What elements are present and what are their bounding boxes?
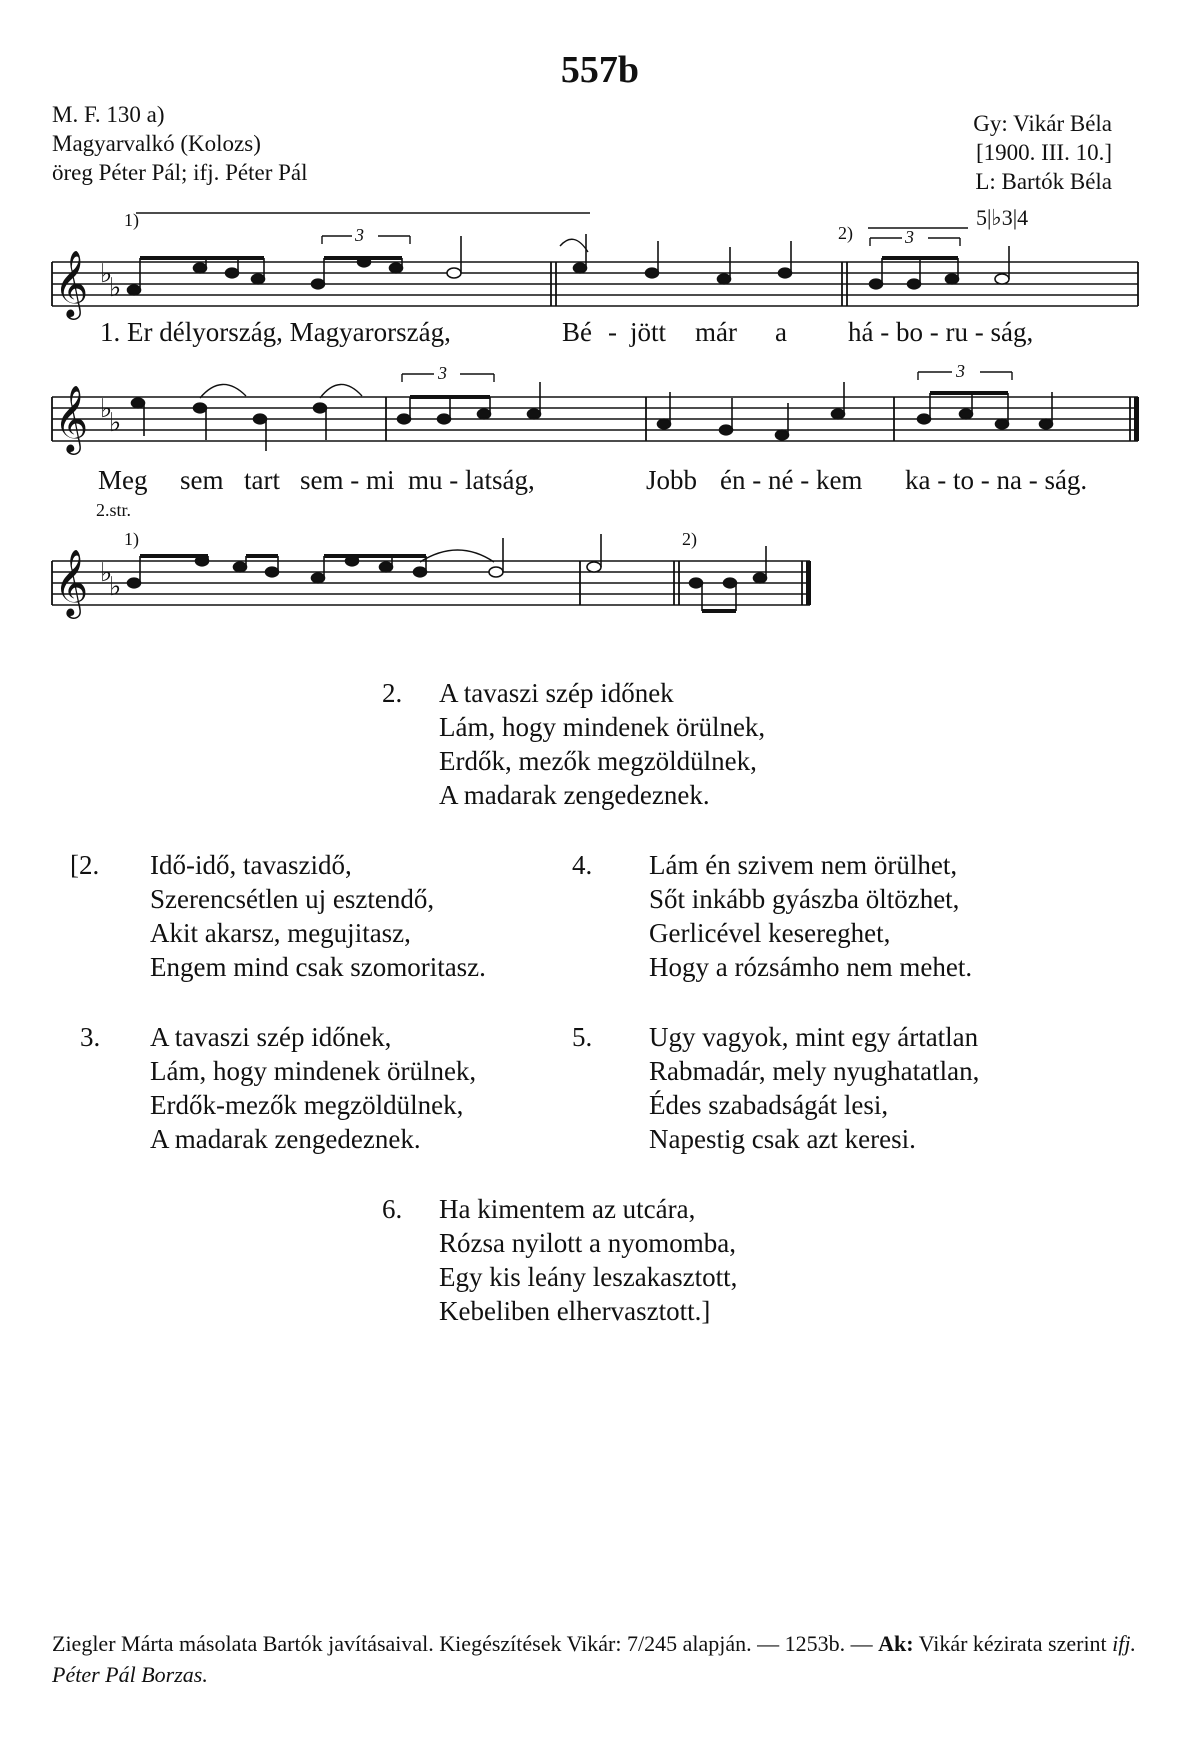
- svg-text:♭: ♭: [109, 572, 122, 602]
- verse-line: Lám, hogy mindenek örülnek,: [439, 712, 766, 742]
- lyrics-line-1: [0, 317, 1200, 353]
- stanza-number: [2.: [70, 850, 100, 880]
- lyric-syllable: jött: [630, 317, 667, 347]
- lyric-syllable: én - né - kem: [720, 465, 863, 495]
- lyric-syllable: há - bo - ru - ság,: [848, 317, 1034, 347]
- stanza-6: [382, 1192, 842, 1332]
- lyric-syllable: sem: [180, 465, 224, 495]
- svg-text:𝄞: 𝄞: [54, 384, 89, 452]
- verse-line: Lám, hogy mindenek örülnek,: [150, 1056, 477, 1086]
- verse-line: Lám én szivem nem örülhet,: [649, 850, 958, 880]
- triplet-mark: 3: [355, 225, 364, 245]
- verse-line: Rózsa nyilott a nyomomba,: [439, 1228, 736, 1258]
- footnote-italic: ifj. Péter Pál Borzas.: [52, 1631, 1137, 1687]
- stanza-3: [80, 1020, 540, 1160]
- lyric-syllable: Bé: [562, 317, 592, 347]
- stanza-number: 3.: [80, 1022, 101, 1052]
- ending-1-label: 1): [124, 529, 139, 549]
- verse-line: Akit akarsz, megujitasz,: [150, 918, 411, 948]
- svg-text:𝄞: 𝄞: [54, 548, 89, 616]
- collection-date: [1900. III. 10.]: [975, 140, 1112, 165]
- stanza-4: [572, 848, 1032, 988]
- triplet-mark: 3: [905, 227, 914, 247]
- svg-text:♭: ♭: [109, 408, 122, 438]
- footnote-ak-label: Ak:: [878, 1631, 914, 1656]
- stanza-2: [382, 676, 842, 816]
- verse-line: Erdők, mezők megzöldülnek,: [439, 746, 757, 776]
- verse-line: Idő-idő, tavaszidő,: [150, 850, 352, 880]
- stanza-number: 4.: [572, 850, 593, 880]
- footnote-text: Vikár kézirata szerint: [913, 1631, 1113, 1656]
- collector: Gy: Vikár Béla: [973, 111, 1112, 136]
- footnote-text: Ziegler Márta másolata Bartók javításaival. Kiegészítések Vikár: 7/245 alapján. — 1253b. —: [52, 1631, 879, 1656]
- svg-text:♭: ♭: [100, 558, 113, 588]
- lyric-syllable: Meg: [98, 465, 148, 495]
- verse-line: Hogy a rózsámho nem mehet.: [649, 952, 973, 982]
- lyric-syllable: ka - to - na - ság.: [905, 465, 1088, 495]
- stanza-number: 2.: [382, 678, 403, 708]
- verse-line: Édes szabadságát lesi,: [649, 1090, 889, 1120]
- verse-line: A madarak zengedeznek.: [439, 780, 710, 810]
- lyric-syllable: mu - latság,: [408, 465, 535, 495]
- second-strophe-label: 2.str.: [96, 500, 132, 520]
- svg-text:♭: ♭: [100, 394, 113, 424]
- verse-line: Ha kimentem az utcára,: [439, 1194, 696, 1224]
- lyric-syllable: a: [775, 317, 787, 347]
- verse-line: A tavaszi szép időnek,: [150, 1022, 392, 1052]
- verse-line: Kebeliben elhervasztott.]: [439, 1296, 711, 1326]
- verse-line: Szerencsétlen uj esztendő,: [150, 884, 435, 914]
- cadence-mark: 5|♭3|4: [976, 205, 1029, 230]
- ending-1-label: 1): [124, 210, 139, 230]
- ending-2-label: 2): [682, 529, 697, 549]
- verse-line: Gerlicével kesereghet,: [649, 918, 891, 948]
- triplet-mark: 3: [438, 363, 447, 383]
- lyric-syllable: sem - mi: [300, 465, 395, 495]
- stanza-5: [572, 1020, 1032, 1160]
- footnote: [52, 1628, 1162, 1690]
- verse-line: Egy kis leány leszakasztott,: [439, 1262, 738, 1292]
- lyric-syllable: 1. Er délyország, Magyarország,: [100, 317, 451, 347]
- source-place: Magyarvalkó (Kolozs): [52, 131, 261, 156]
- source-singers: öreg Péter Pál; ifj. Péter Pál: [52, 160, 308, 185]
- lyric-syllable: -: [608, 317, 617, 347]
- verse-line: Ugy vagyok, mint egy ártatlan: [649, 1022, 979, 1052]
- verse-line: Sőt inkább gyászba öltözhet,: [649, 884, 960, 914]
- ending-2-label: 2): [838, 223, 853, 243]
- lyric-syllable: már: [695, 317, 737, 347]
- triplet-mark: 3: [956, 361, 965, 381]
- svg-text:♭: ♭: [100, 259, 113, 289]
- lyric-syllable: Jobb: [646, 465, 698, 495]
- stanza-number: 5.: [572, 1022, 593, 1052]
- svg-text:♭: ♭: [109, 273, 122, 303]
- verse-line: A madarak zengedeznek.: [150, 1124, 421, 1154]
- verse-line: Engem mind csak szomoritasz.: [150, 952, 486, 982]
- page-title: 557b: [560, 49, 640, 91]
- lyric-syllable: tart: [244, 465, 280, 495]
- stanza-number: 6.: [382, 1194, 403, 1224]
- stanza-2-alt: [70, 848, 530, 988]
- verse-line: A tavaszi szép időnek: [439, 678, 674, 708]
- svg-text:𝄞: 𝄞: [54, 249, 89, 317]
- lyrics-line-2: [0, 465, 1200, 501]
- transcriber: L: Bartók Béla: [975, 169, 1112, 194]
- source-code: M. F. 130 a): [52, 102, 165, 127]
- verse-line: Rabmadár, mely nyughatatlan,: [649, 1056, 980, 1086]
- verse-line: Erdők-mezők megzöldülnek,: [150, 1090, 464, 1120]
- verse-line: Napestig csak azt keresi.: [649, 1124, 916, 1154]
